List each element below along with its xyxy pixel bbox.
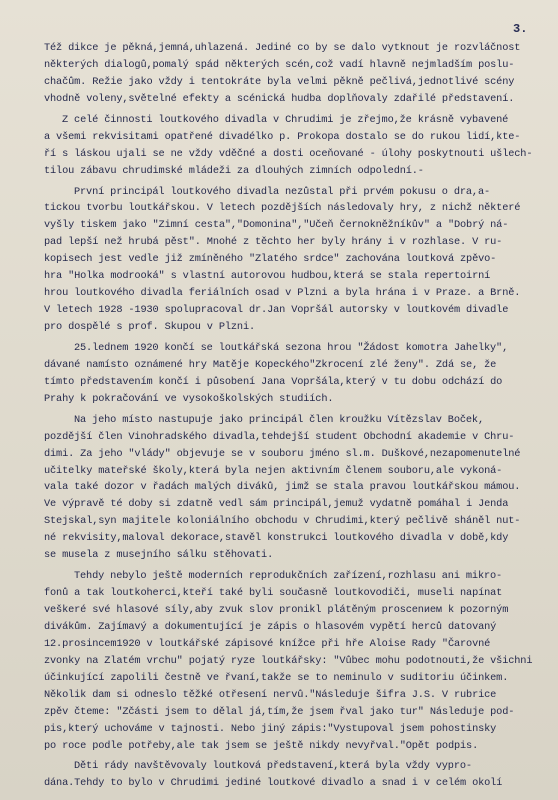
text-line: Z celé činnosti loutkového divadla v Chrudimi je zřejmo,že krásně vybavené: [62, 113, 509, 126]
paragraph: [44, 112, 544, 180]
text-line: Prahy k pokračování ve vysokoškolských studiích.: [44, 392, 334, 405]
text-line: dána.Tehdy to bylo v Chrudimi jediné loutkové divadlo a snad i v celém okolí: [44, 777, 503, 790]
text-line: ří s láskou ujali se ne vždy vděčné a dosti oceňované - úlohy poskytnouti ušlech-: [44, 147, 533, 160]
text-line: některých dialogů,pomalý spád některých scén,což vadí hlavně nejmladším poslu-: [44, 58, 515, 71]
text-line: pad lepší než hrubá pěst". Mnohé z těchto her byly hrány i v rozhlase. V ru-: [44, 236, 503, 249]
text-line: pozdější člen Vinohradského divadla,tehdejší student Obchodní akademie v Chru-: [44, 430, 515, 443]
text-line: dimi. Za jeho "vlády" objevuje se v souboru jméno sl.m. Duškové,nezapomenutelné: [44, 447, 521, 460]
text-line: První principál loutkového divadla nezůstal při prvém pokusu o dra,a-: [74, 185, 491, 198]
text-line: pro dospělé s prof. Skupou v Plzni.: [44, 321, 256, 333]
text-line: 25.lednem 1920 končí se loutkářská sezona hrou "Žádost komotra Jahelky",: [74, 341, 509, 354]
paragraph: [44, 412, 544, 564]
text-line: 12.prosincem1920 v loutkářské zápisové knížce při hře Aloise Rady "Čarovné: [44, 637, 491, 650]
text-line: účinkující zapolili čestně ve řvaní,takže se to neminulo v suditoriu účinkem.: [44, 671, 509, 684]
text-line: Na jeho místo nastupuje jako principál člen kroužku Vítězslav Boček,: [74, 413, 484, 426]
text-line: a všemi rekvisitami opatřené divadélko p. Prokopa dostalo se do rukou lidí,kte-: [44, 130, 521, 143]
text-line: vala také dozor v řadách malých diváků, jimž se stala pravou loutkářskou mámou.: [44, 481, 521, 494]
text-line: Několik dam si odneslo těžké otřesení nervů."Následuje šifra J.S. V rubrice: [44, 688, 497, 701]
text-line: vyšly tiskem jako "Zimní cesta","Domonina","Učeň černokněžníkův" a "Dobrý ná-: [44, 219, 509, 232]
text-line: Tehdy nebylo ještě moderních reprodukčních zařízení,rozhlasu ani mikro-: [74, 570, 503, 583]
text-line: kopisech jest vedle již zmíněného "Zlatého srdce" zachována loutková zpěvo-: [44, 253, 497, 266]
text-line: V letech 1928 -1930 spolupracoval dr.Jan Vopršál autorsky v loutkovém divadle: [44, 304, 509, 317]
text-line: chačům. Režie jako vždy i tentokráte byla velmi pěkně pečlivá,jednotlivé scény: [44, 75, 515, 88]
text-line: né rekvisity,maloval dekorace,stavěl konstrukci loutkového divadla v době,kdy: [44, 532, 509, 545]
text-line: fonů a tak loutkoherci,kteří také byli současně loutkovodiči, museli napínat: [44, 587, 503, 600]
text-line: zvonky na Zlatém vrchu" pojatý ryze loutkářsky: "Vůbec mohu podotnouti,že všichni: [44, 654, 533, 667]
paragraph: [44, 758, 544, 792]
text-line: Též dikce je pěkná,jemná,uhlazená. Jediné co by se dalo vytknout je rozvláčnost: [44, 42, 521, 54]
page-number: 3.: [513, 22, 528, 36]
text-line: Stejskal,syn majitele koloniálního obchodu v Chrudimi,který pečlivě sháněl nut-: [44, 515, 521, 528]
paragraph: [44, 40, 544, 108]
text-line: pis,který uchováme v tajnosti. Nebo jiný zápis:"Vystupoval jsem pohostinsky: [44, 722, 497, 735]
text-line: zpěv čteme: "Zčásti jsem to dělal já,tím,že jsem řval jako tur" Následuje pod-: [44, 705, 515, 718]
text-line: veškeré své hlasové síly,aby zvuk slov pronikl plátěným proscenием k pozorným: [44, 604, 509, 616]
text-line: tilou zábavu chrudimské mládeži za dlouhých zimních odpolední.-: [44, 164, 424, 177]
text-line: vhodně voleny,světelné efekty a scénická hudba doplňovaly zdařilé představení.: [44, 92, 515, 105]
document-body: [44, 40, 544, 792]
text-line: tímto představením končí i působení Jana Vopršála,který v tu dobu odchází do: [44, 375, 503, 388]
text-line: se musela z musejního sálku stěhovati.: [44, 549, 274, 562]
text-line: hra "Holka modrooká" s vlastní autorovou hudbou,která se stala repertoirní: [44, 270, 491, 283]
text-line: učitelky mateřské školy,která byla nejen aktivním členem souboru,ale vykoná-: [44, 464, 503, 477]
text-line: dávané namísto oznámené hry Matěje Kopeckého"Zkrocení zlé ženy". Zdá se, že: [44, 358, 497, 371]
text-line: Děti rády navštěvovaly loutková představení,která byla vždy vyprо-: [74, 760, 472, 773]
paragraph: [44, 184, 544, 336]
text-line: hrou loutkového divadla feriálních osad v Plzni a byla hrána i v Praze. a Brně.: [44, 287, 521, 300]
paragraph: [44, 568, 544, 754]
text-line: Ve výpravě té doby si zdatně vedl sám principál,jemuž vydatně pomáhal i Jenda: [44, 498, 509, 511]
text-line: tickou tvorbu loutkářskou. V letech pozdějších následovaly hry, z nichž některé: [44, 202, 521, 215]
paragraph: [44, 340, 544, 408]
text-line: divákům. Zajímavý a dokumentující je zápis o hlasovém vypětí herců datovaný: [44, 620, 497, 633]
text-line: po roce podle potřeby,ale tak jsem se ještě nikdy nevyřval."Opět podpis.: [44, 739, 479, 752]
